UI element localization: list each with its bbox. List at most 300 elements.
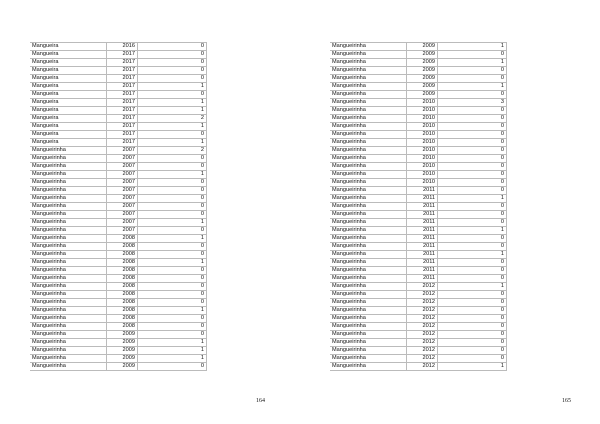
- value-cell: 0: [438, 267, 507, 275]
- year-cell: 2017: [107, 59, 138, 67]
- table-row: [330, 355, 507, 363]
- municipality-cell: Mangueirinha: [30, 155, 107, 163]
- year-cell: 2008: [107, 251, 138, 259]
- value-cell: 1: [438, 59, 507, 67]
- table-row: [330, 195, 507, 203]
- data-table-right: [330, 42, 507, 371]
- value-cell: 0: [438, 243, 507, 251]
- value-cell: 1: [138, 219, 207, 227]
- value-cell: 0: [138, 331, 207, 339]
- municipality-cell: Mangueirinha: [30, 227, 107, 235]
- value-cell: 0: [438, 163, 507, 171]
- table-row: [330, 123, 507, 131]
- table-row: [330, 251, 507, 259]
- municipality-cell: Mangueirinha: [330, 299, 407, 307]
- value-cell: 0: [138, 315, 207, 323]
- table-row: [330, 91, 507, 99]
- value-cell: 1: [138, 339, 207, 347]
- municipality-cell: Mangueira: [30, 83, 107, 91]
- year-cell: 2011: [407, 243, 438, 251]
- municipality-cell: Mangueirinha: [330, 187, 407, 195]
- year-cell: 2011: [407, 259, 438, 267]
- right-page: [300, 0, 600, 424]
- municipality-cell: Mangueirinha: [30, 179, 107, 187]
- value-cell: 1: [438, 195, 507, 203]
- municipality-cell: Mangueirinha: [30, 163, 107, 171]
- year-cell: 2011: [407, 211, 438, 219]
- value-cell: 1: [438, 83, 507, 91]
- value-cell: 0: [138, 243, 207, 251]
- table-row: [30, 283, 207, 291]
- municipality-cell: Mangueirinha: [330, 275, 407, 283]
- table-row: [30, 339, 207, 347]
- value-cell: 0: [138, 155, 207, 163]
- year-cell: 2009: [407, 43, 438, 51]
- year-cell: 2012: [407, 315, 438, 323]
- value-cell: 0: [138, 275, 207, 283]
- value-cell: 0: [438, 187, 507, 195]
- table-row: [330, 203, 507, 211]
- value-cell: 0: [438, 291, 507, 299]
- value-cell: 0: [438, 75, 507, 83]
- municipality-cell: Mangueirinha: [330, 43, 407, 51]
- municipality-cell: Mangueira: [30, 75, 107, 83]
- value-cell: 0: [438, 315, 507, 323]
- table-row: [30, 91, 207, 99]
- year-cell: 2009: [407, 51, 438, 59]
- page-number: 164: [256, 398, 265, 404]
- year-cell: 2012: [407, 339, 438, 347]
- year-cell: 2010: [407, 147, 438, 155]
- year-cell: 2010: [407, 155, 438, 163]
- year-cell: 2012: [407, 331, 438, 339]
- year-cell: 2016: [107, 43, 138, 51]
- value-cell: 1: [438, 363, 507, 371]
- table-row: [30, 211, 207, 219]
- table-row: [330, 43, 507, 51]
- value-cell: 1: [438, 251, 507, 259]
- value-cell: 3: [438, 99, 507, 107]
- value-cell: 0: [438, 347, 507, 355]
- municipality-cell: Mangueirinha: [30, 275, 107, 283]
- municipality-cell: Mangueirinha: [30, 291, 107, 299]
- municipality-cell: Mangueirinha: [330, 283, 407, 291]
- year-cell: 2009: [107, 347, 138, 355]
- table-row: [330, 227, 507, 235]
- table-row: [30, 195, 207, 203]
- municipality-cell: Mangueirinha: [330, 347, 407, 355]
- table-row: [330, 99, 507, 107]
- value-cell: 1: [138, 307, 207, 315]
- municipality-cell: Mangueirinha: [330, 211, 407, 219]
- table-row: [30, 139, 207, 147]
- table-row: [330, 83, 507, 91]
- table-row: [30, 235, 207, 243]
- year-cell: 2010: [407, 131, 438, 139]
- municipality-cell: Mangueirinha: [30, 267, 107, 275]
- year-cell: 2008: [107, 259, 138, 267]
- table-row: [30, 123, 207, 131]
- municipality-cell: Mangueirinha: [30, 323, 107, 331]
- year-cell: 2012: [407, 299, 438, 307]
- year-cell: 2009: [407, 91, 438, 99]
- value-cell: 0: [438, 51, 507, 59]
- value-cell: 0: [138, 75, 207, 83]
- value-cell: 0: [438, 323, 507, 331]
- municipality-cell: Mangueirinha: [330, 139, 407, 147]
- year-cell: 2008: [107, 291, 138, 299]
- value-cell: 1: [138, 347, 207, 355]
- table-row: [30, 267, 207, 275]
- year-cell: 2007: [107, 195, 138, 203]
- municipality-cell: Mangueirinha: [330, 75, 407, 83]
- value-cell: 0: [138, 267, 207, 275]
- municipality-cell: Mangueirinha: [330, 339, 407, 347]
- table-row: [330, 163, 507, 171]
- year-cell: 2007: [107, 163, 138, 171]
- municipality-cell: Mangueira: [30, 51, 107, 59]
- year-cell: 2009: [107, 363, 138, 371]
- year-cell: 2007: [107, 187, 138, 195]
- table-row: [30, 259, 207, 267]
- value-cell: 0: [438, 259, 507, 267]
- year-cell: 2012: [407, 307, 438, 315]
- table-row: [30, 155, 207, 163]
- year-cell: 2017: [107, 107, 138, 115]
- municipality-cell: Mangueirinha: [330, 59, 407, 67]
- year-cell: 2010: [407, 139, 438, 147]
- value-cell: 0: [138, 187, 207, 195]
- year-cell: 2009: [407, 59, 438, 67]
- table-row: [30, 323, 207, 331]
- table-row: [30, 203, 207, 211]
- municipality-cell: Mangueirinha: [330, 123, 407, 131]
- municipality-cell: Mangueirinha: [330, 315, 407, 323]
- municipality-cell: Mangueirinha: [330, 171, 407, 179]
- value-cell: 0: [138, 163, 207, 171]
- municipality-cell: Mangueirinha: [30, 347, 107, 355]
- value-cell: 0: [438, 107, 507, 115]
- municipality-cell: Mangueirinha: [30, 243, 107, 251]
- table-row: [30, 147, 207, 155]
- table-row: [30, 275, 207, 283]
- table-row: [30, 107, 207, 115]
- value-cell: 0: [138, 291, 207, 299]
- value-cell: 1: [138, 355, 207, 363]
- year-cell: 2007: [107, 171, 138, 179]
- year-cell: 2011: [407, 227, 438, 235]
- value-cell: 0: [438, 307, 507, 315]
- municipality-cell: Mangueirinha: [330, 195, 407, 203]
- value-cell: 0: [438, 355, 507, 363]
- municipality-cell: Mangueirinha: [330, 227, 407, 235]
- municipality-cell: Mangueirinha: [30, 307, 107, 315]
- value-cell: 0: [138, 195, 207, 203]
- municipality-cell: Mangueirinha: [330, 291, 407, 299]
- year-cell: 2017: [107, 75, 138, 83]
- table-row: [30, 75, 207, 83]
- year-cell: 2009: [407, 75, 438, 83]
- municipality-cell: Mangueirinha: [30, 339, 107, 347]
- municipality-cell: Mangueirinha: [330, 355, 407, 363]
- value-cell: 0: [138, 131, 207, 139]
- value-cell: 0: [138, 51, 207, 59]
- year-cell: 2012: [407, 347, 438, 355]
- municipality-cell: Mangueirinha: [330, 259, 407, 267]
- value-cell: 0: [438, 331, 507, 339]
- year-cell: 2017: [107, 139, 138, 147]
- value-cell: 0: [438, 139, 507, 147]
- municipality-cell: Mangueira: [30, 115, 107, 123]
- year-cell: 2010: [407, 179, 438, 187]
- table-row: [30, 171, 207, 179]
- table-row: [330, 323, 507, 331]
- value-cell: 1: [138, 123, 207, 131]
- table-row: [30, 299, 207, 307]
- year-cell: 2008: [107, 315, 138, 323]
- table-row: [330, 339, 507, 347]
- year-cell: 2010: [407, 99, 438, 107]
- table-row: [330, 275, 507, 283]
- table-row: [330, 131, 507, 139]
- year-cell: 2010: [407, 115, 438, 123]
- municipality-cell: Mangueira: [30, 91, 107, 99]
- value-cell: 1: [138, 139, 207, 147]
- table-row: [330, 115, 507, 123]
- value-cell: 0: [438, 219, 507, 227]
- value-cell: 0: [438, 339, 507, 347]
- value-cell: 0: [138, 67, 207, 75]
- municipality-cell: Mangueirinha: [30, 195, 107, 203]
- value-cell: 0: [138, 299, 207, 307]
- table-row: [330, 171, 507, 179]
- year-cell: 2011: [407, 203, 438, 211]
- table-row: [330, 147, 507, 155]
- municipality-cell: Mangueirinha: [30, 187, 107, 195]
- municipality-cell: Mangueira: [30, 59, 107, 67]
- year-cell: 2007: [107, 147, 138, 155]
- year-cell: 2008: [107, 235, 138, 243]
- table-row: [30, 115, 207, 123]
- year-cell: 2011: [407, 267, 438, 275]
- municipality-cell: Mangueirinha: [330, 99, 407, 107]
- table-row: [330, 187, 507, 195]
- municipality-cell: Mangueirinha: [30, 211, 107, 219]
- value-cell: 0: [138, 211, 207, 219]
- year-cell: 2009: [107, 339, 138, 347]
- municipality-cell: Mangueirinha: [330, 115, 407, 123]
- table-row: [330, 347, 507, 355]
- year-cell: 2011: [407, 187, 438, 195]
- value-cell: 1: [138, 83, 207, 91]
- value-cell: 0: [438, 115, 507, 123]
- value-cell: 0: [438, 67, 507, 75]
- table-row: [330, 211, 507, 219]
- year-cell: 2007: [107, 227, 138, 235]
- value-cell: 0: [438, 299, 507, 307]
- municipality-cell: Mangueirinha: [330, 363, 407, 371]
- year-cell: 2012: [407, 283, 438, 291]
- table-row: [330, 299, 507, 307]
- table-row: [30, 131, 207, 139]
- table-row: [330, 331, 507, 339]
- year-cell: 2010: [407, 171, 438, 179]
- year-cell: 2008: [107, 283, 138, 291]
- value-cell: 0: [138, 203, 207, 211]
- municipality-cell: Mangueirinha: [30, 331, 107, 339]
- year-cell: 2017: [107, 91, 138, 99]
- table-row: [30, 347, 207, 355]
- table-row: [330, 51, 507, 59]
- value-cell: 0: [438, 203, 507, 211]
- table-row: [330, 107, 507, 115]
- value-cell: 0: [438, 211, 507, 219]
- table-row: [30, 67, 207, 75]
- municipality-cell: Mangueira: [30, 139, 107, 147]
- year-cell: 2008: [107, 299, 138, 307]
- year-cell: 2011: [407, 235, 438, 243]
- table-row: [330, 59, 507, 67]
- municipality-cell: Mangueirinha: [330, 107, 407, 115]
- municipality-cell: Mangueira: [30, 131, 107, 139]
- municipality-cell: Mangueirinha: [330, 267, 407, 275]
- year-cell: 2010: [407, 123, 438, 131]
- value-cell: 1: [438, 283, 507, 291]
- year-cell: 2011: [407, 195, 438, 203]
- municipality-cell: Mangueirinha: [30, 299, 107, 307]
- table-row: [30, 291, 207, 299]
- municipality-cell: Mangueirinha: [330, 235, 407, 243]
- value-cell: 0: [438, 275, 507, 283]
- municipality-cell: Mangueirinha: [30, 203, 107, 211]
- table-row: [30, 251, 207, 259]
- table-row: [330, 315, 507, 323]
- municipality-cell: Mangueirinha: [30, 251, 107, 259]
- value-cell: 0: [438, 131, 507, 139]
- municipality-cell: Mangueirinha: [30, 315, 107, 323]
- table-row: [330, 283, 507, 291]
- page-number: 165: [562, 398, 571, 404]
- table-row: [30, 331, 207, 339]
- year-cell: 2011: [407, 275, 438, 283]
- municipality-cell: Mangueirinha: [30, 171, 107, 179]
- table-row: [30, 219, 207, 227]
- municipality-cell: Mangueirinha: [330, 203, 407, 211]
- value-cell: 0: [438, 179, 507, 187]
- year-cell: 2009: [407, 67, 438, 75]
- table-row: [330, 259, 507, 267]
- value-cell: 0: [138, 91, 207, 99]
- table-row: [330, 235, 507, 243]
- value-cell: 0: [438, 147, 507, 155]
- table-row: [30, 59, 207, 67]
- municipality-cell: Mangueira: [30, 99, 107, 107]
- data-table-left: [30, 42, 207, 371]
- table-row: [30, 315, 207, 323]
- municipality-cell: Mangueirinha: [330, 67, 407, 75]
- year-cell: 2012: [407, 291, 438, 299]
- table-row: [30, 187, 207, 195]
- municipality-cell: Mangueirinha: [330, 147, 407, 155]
- municipality-cell: Mangueirinha: [30, 355, 107, 363]
- year-cell: 2012: [407, 323, 438, 331]
- table-row: [330, 139, 507, 147]
- table-row: [330, 243, 507, 251]
- value-cell: 1: [438, 43, 507, 51]
- table-row: [330, 67, 507, 75]
- table-row: [30, 363, 207, 371]
- year-cell: 2017: [107, 115, 138, 123]
- value-cell: 0: [138, 283, 207, 291]
- municipality-cell: Mangueirinha: [30, 147, 107, 155]
- value-cell: 0: [438, 91, 507, 99]
- year-cell: 2009: [107, 331, 138, 339]
- value-cell: 0: [438, 123, 507, 131]
- municipality-cell: Mangueirinha: [330, 163, 407, 171]
- table-row: [330, 155, 507, 163]
- year-cell: 2008: [107, 323, 138, 331]
- value-cell: 0: [438, 155, 507, 163]
- municipality-cell: Mangueirinha: [330, 307, 407, 315]
- year-cell: 2017: [107, 51, 138, 59]
- municipality-cell: Mangueira: [30, 107, 107, 115]
- value-cell: 0: [438, 235, 507, 243]
- table-row: [330, 75, 507, 83]
- year-cell: 2011: [407, 251, 438, 259]
- year-cell: 2017: [107, 99, 138, 107]
- table-row: [330, 179, 507, 187]
- value-cell: 0: [138, 323, 207, 331]
- value-cell: 1: [138, 259, 207, 267]
- municipality-cell: Mangueira: [30, 123, 107, 131]
- year-cell: 2007: [107, 179, 138, 187]
- table-row: [30, 163, 207, 171]
- municipality-cell: Mangueirinha: [30, 283, 107, 291]
- value-cell: 0: [138, 227, 207, 235]
- year-cell: 2007: [107, 203, 138, 211]
- value-cell: 0: [138, 363, 207, 371]
- table-row: [30, 307, 207, 315]
- year-cell: 2017: [107, 123, 138, 131]
- year-cell: 2009: [107, 355, 138, 363]
- value-cell: 1: [438, 227, 507, 235]
- municipality-cell: Mangueirinha: [330, 219, 407, 227]
- municipality-cell: Mangueirinha: [330, 179, 407, 187]
- table-row: [330, 267, 507, 275]
- municipality-cell: Mangueirinha: [330, 131, 407, 139]
- year-cell: 2007: [107, 211, 138, 219]
- value-cell: 0: [438, 171, 507, 179]
- year-cell: 2007: [107, 155, 138, 163]
- table-row: [30, 179, 207, 187]
- table-row: [30, 355, 207, 363]
- municipality-cell: Mangueirinha: [330, 323, 407, 331]
- value-cell: 1: [138, 99, 207, 107]
- municipality-cell: Mangueirinha: [330, 91, 407, 99]
- year-cell: 2008: [107, 275, 138, 283]
- municipality-cell: Mangueirinha: [330, 83, 407, 91]
- table-row: [30, 227, 207, 235]
- year-cell: 2012: [407, 355, 438, 363]
- municipality-cell: Mangueirinha: [30, 219, 107, 227]
- year-cell: 2010: [407, 163, 438, 171]
- year-cell: 2017: [107, 83, 138, 91]
- year-cell: 2017: [107, 131, 138, 139]
- municipality-cell: Mangueirinha: [30, 363, 107, 371]
- municipality-cell: Mangueirinha: [30, 235, 107, 243]
- value-cell: 2: [138, 147, 207, 155]
- table-row: [330, 219, 507, 227]
